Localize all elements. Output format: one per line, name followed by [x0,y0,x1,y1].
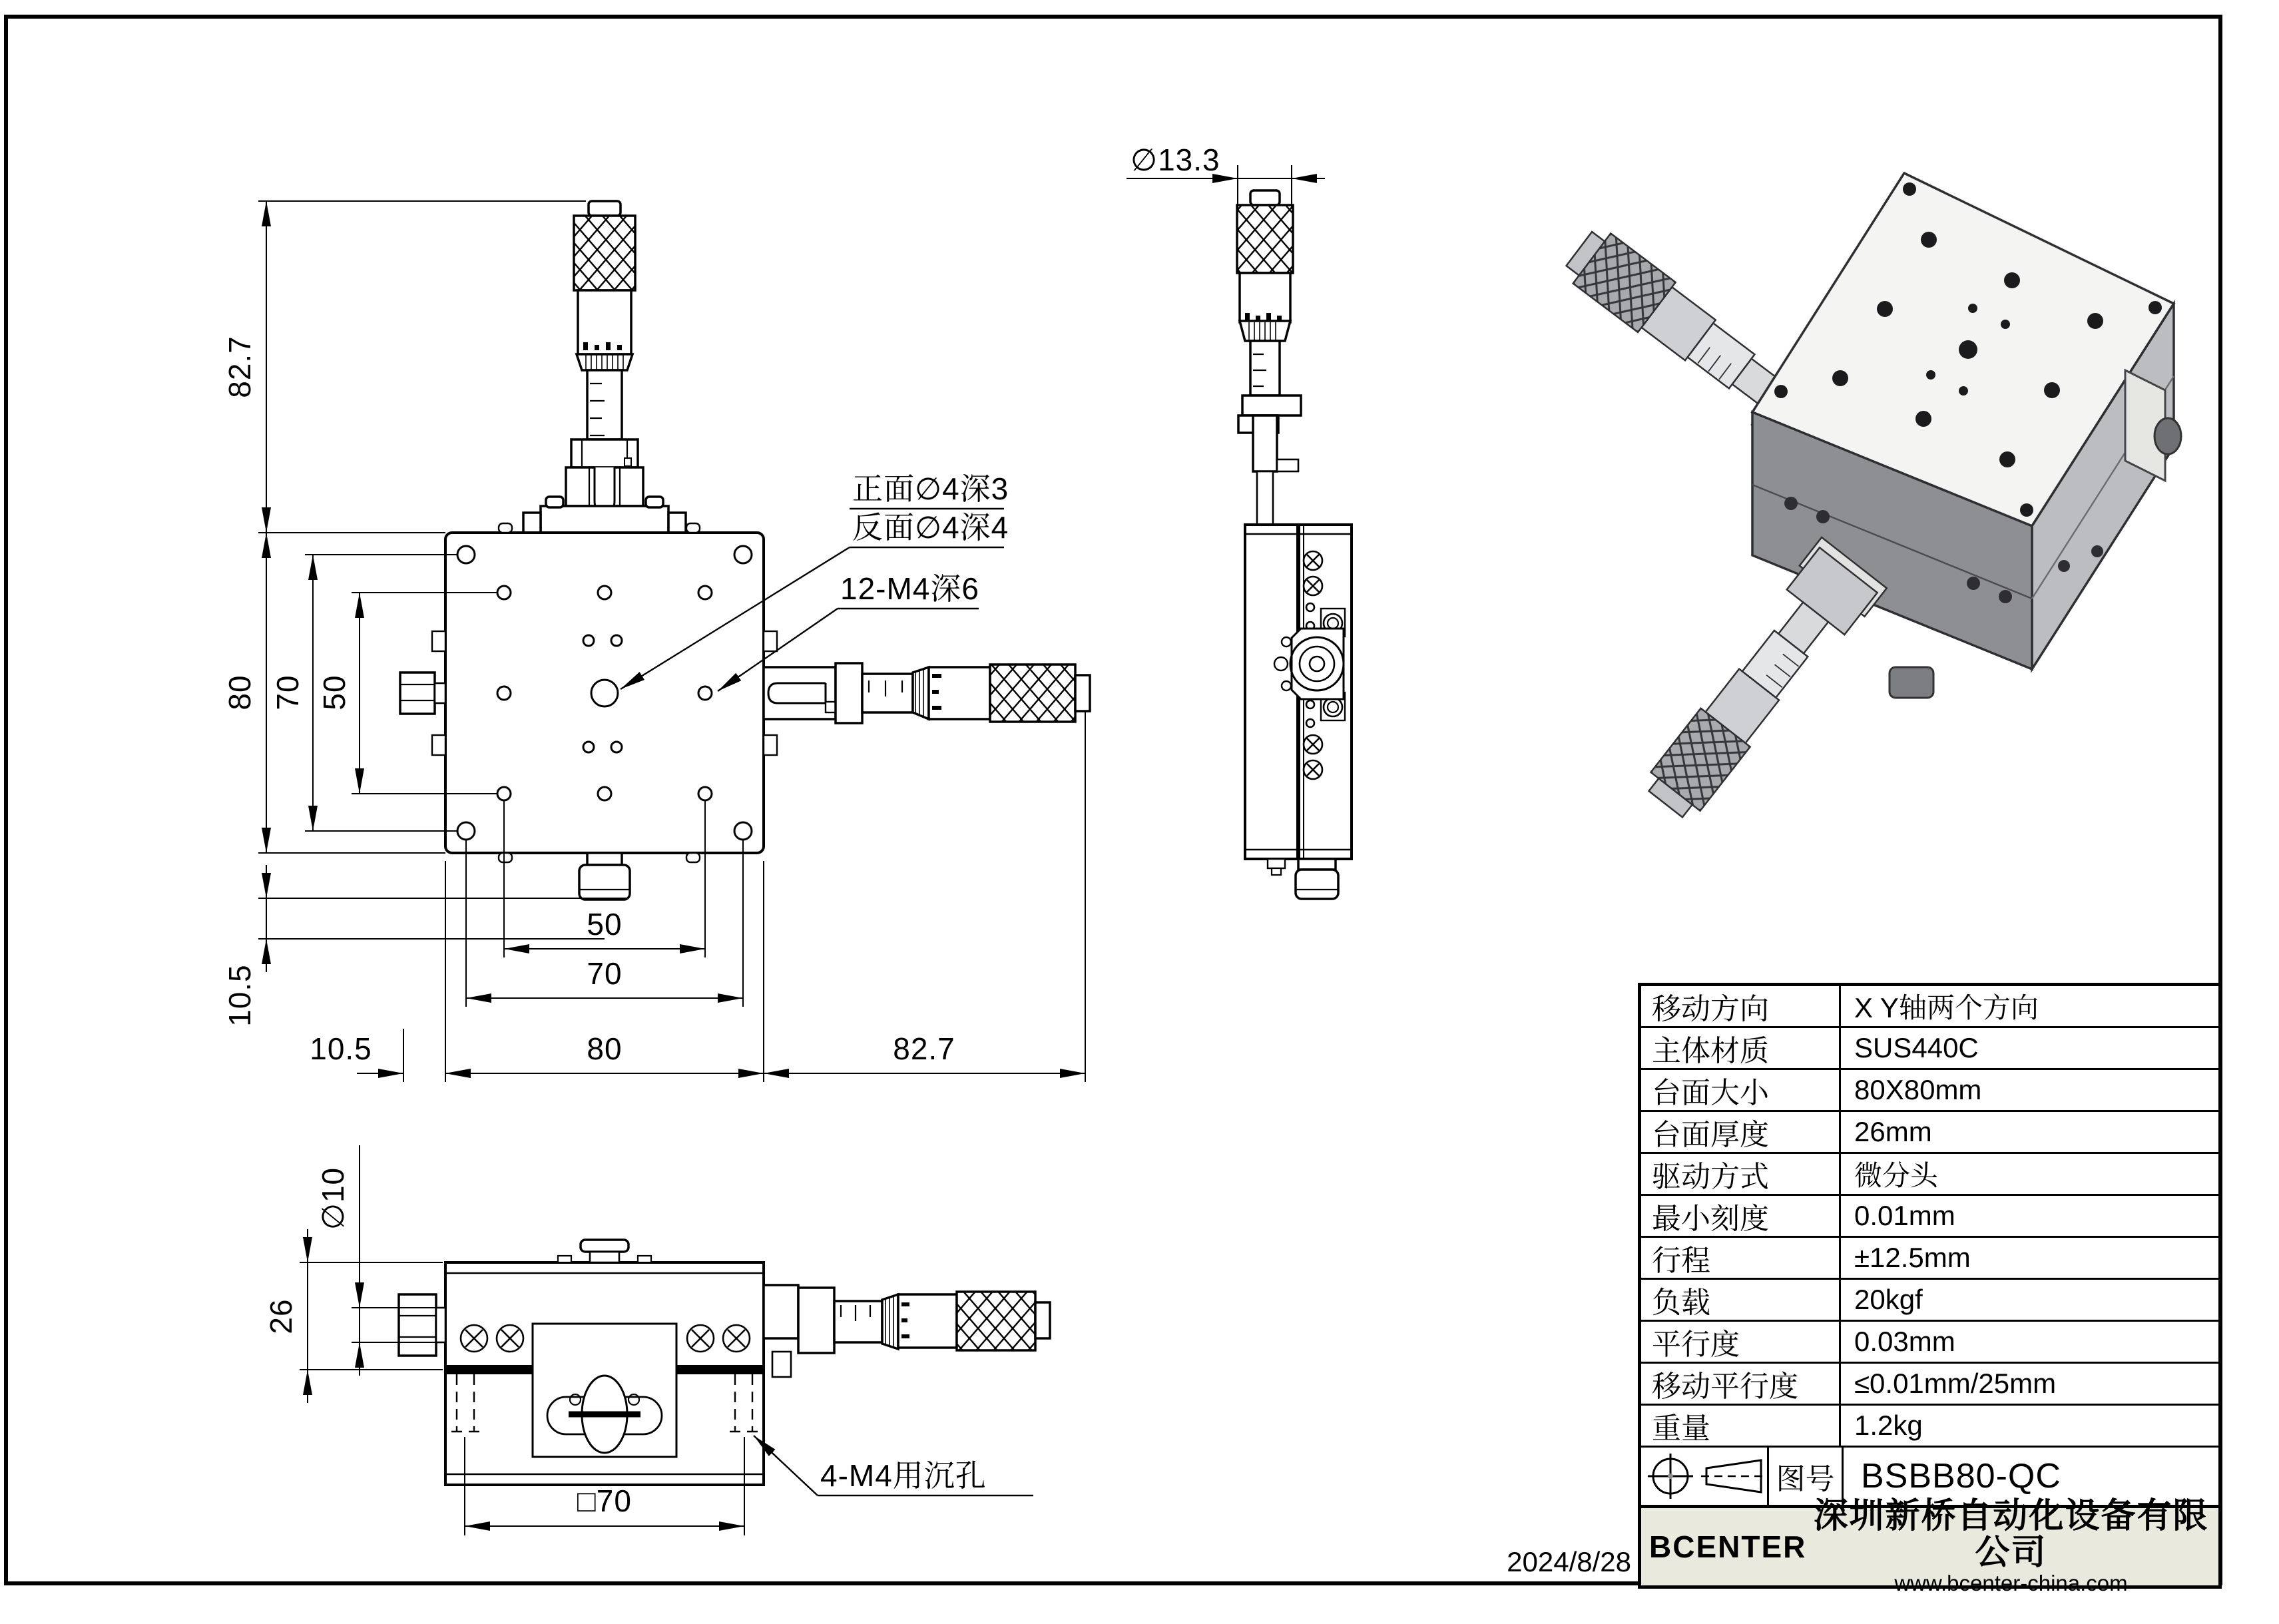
spec-label: 台面厚度 [1641,1112,1841,1152]
company-logo: BCENTER [1649,1529,1807,1564]
table-row [1641,1322,2218,1364]
dim-10-5-h: 10.5 [310,1031,372,1066]
table-row [1641,1070,2218,1112]
dim-50-h: 50 [587,907,623,942]
note-front-hole: 正面∅4深3 [852,471,1009,506]
side-micrometer-y [1237,190,1301,525]
spec-value: ≤0.01mm/25mm [1854,1368,2057,1399]
company-name: 深圳新桥自动化设备有限公司 [1813,1497,2209,1572]
note-counterbore: 4-M4用沉孔 [820,1458,987,1493]
spec-label: 重量 [1641,1406,1841,1446]
spec-value: 80X80mm [1854,1074,1982,1105]
dim-13-3: ∅13.3 [1131,142,1220,177]
dim-sq70: □70 [577,1484,632,1518]
spec-value: X Y轴两个方向 [1854,992,2039,1023]
table-row [1641,1406,2218,1448]
iso-micrometer-lower [1633,537,1887,830]
side-dimension [1127,142,1325,208]
bottom-body [399,1240,764,1485]
spec-label: 最小刻度 [1641,1196,1841,1236]
drawing-number-label: 图号 [1769,1448,1844,1505]
dim-dia10: ∅10 [316,1167,350,1230]
spec-value: SUS440C [1854,1032,1979,1063]
drawing-number-value: BSBB80-QC [1861,1457,2061,1495]
iso-view [1557,173,2181,830]
front-micrometer-y [523,201,686,533]
projection-symbols [1641,1448,1769,1505]
dim-10-5-v: 10.5 [222,964,257,1027]
side-body [1245,525,1352,899]
front-micrometer-x [764,663,1090,723]
spec-label: 移动平行度 [1641,1364,1841,1404]
spec-value: 20kgf [1854,1284,1923,1315]
table-row [1641,986,2218,1028]
spec-label: 平行度 [1641,1322,1841,1362]
spec-value: 0.03mm [1854,1326,1955,1357]
dim-80-h: 80 [587,1031,623,1066]
spec-label: 驱动方式 [1641,1154,1841,1194]
table-row [1641,1028,2218,1070]
table-row [1641,1280,2218,1322]
spec-label: 负载 [1641,1280,1841,1320]
note-back-hole: 反面∅4深4 [852,510,1009,545]
spec-label: 移动方向 [1641,986,1841,1026]
bottom-view [264,1145,1050,1535]
table-row [1641,1112,2218,1154]
spec-value: 26mm [1854,1116,1932,1147]
spec-label: 台面大小 [1641,1070,1841,1110]
dim-82-7-v: 82.7 [222,336,257,398]
spec-value: 1.2kg [1854,1410,1923,1441]
table-row [1641,1238,2218,1280]
drawing-date: 2024/8/28 [1507,1546,1631,1577]
front-stage-plate [432,523,777,862]
spec-value: 0.01mm [1854,1200,1955,1231]
note-thread-holes: 12-M4深6 [840,571,979,606]
spec-value: ±12.5mm [1854,1242,1971,1273]
spec-value: 微分头 [1854,1160,1939,1191]
dim-70-v: 70 [270,675,305,710]
spec-label: 行程 [1641,1238,1841,1278]
table-row [1641,1364,2218,1406]
front-bottom-knob [579,853,630,900]
title-block [1641,1497,2218,1596]
bottom-micrometer-x [764,1285,1050,1377]
spec-label: 主体材质 [1641,1028,1841,1068]
table-row [1641,1196,2218,1238]
company-website: www.bcenter-china.com [1894,1571,2128,1596]
dim-80-v: 80 [222,675,257,710]
dim-26: 26 [264,1298,298,1334]
dim-50-v: 50 [317,675,352,710]
front-view [222,201,1090,1082]
projection-symbol-icon [1643,1450,1766,1503]
table-row [1641,1154,2218,1196]
dim-82-7-h: 82.7 [893,1031,955,1066]
dim-70-h: 70 [587,956,623,991]
front-left-knob [400,673,445,714]
spec-table [1638,983,2222,1596]
side-view [1127,142,1352,899]
